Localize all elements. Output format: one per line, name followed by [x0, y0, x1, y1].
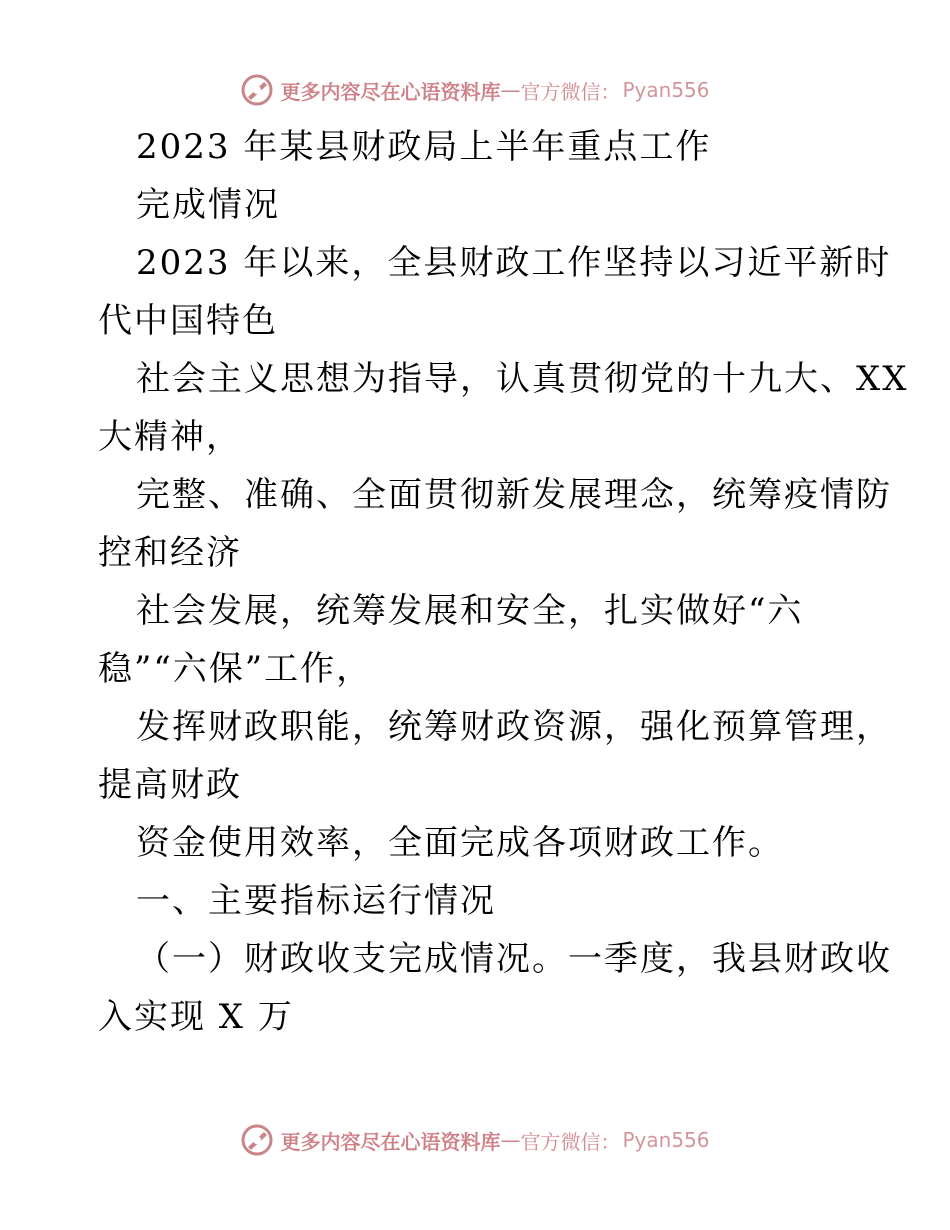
watermark-header	[0, 70, 950, 110]
doc-section-heading: 一、主要指标运行情况	[136, 881, 496, 921]
watermark-dash: —	[500, 1128, 521, 1152]
watermark-wechat: 官方微信：	[520, 79, 621, 104]
doc-paragraph-line: 完整、准确、全面贯彻新发展理念，统筹疫情防	[136, 475, 892, 515]
doc-paragraph-line: 代中国特色	[98, 301, 278, 341]
logo-icon	[240, 1123, 274, 1157]
logo-icon	[240, 73, 274, 107]
doc-paragraph-line: 控和经济	[98, 533, 242, 573]
watermark-text: 更多内容尽在心语资料库	[280, 79, 501, 104]
watermark-id: Pyan556	[622, 1128, 710, 1152]
watermark-text: 更多内容尽在心语资料库	[280, 1129, 501, 1154]
doc-title-line-2: 完成情况	[136, 185, 280, 225]
doc-paragraph-line: 2023 年以来，全县财政工作坚持以习近平新时	[136, 243, 892, 283]
doc-paragraph-line: （一）财政收支完成情况。一季度，我县财政收	[136, 939, 892, 979]
doc-paragraph-line: 入实现 X 万	[98, 997, 294, 1037]
doc-paragraph-line: 提高财政	[98, 765, 242, 805]
watermark-dash: —	[500, 78, 521, 102]
doc-title-line-1: 2023 年某县财政局上半年重点工作	[136, 127, 712, 167]
document-body	[98, 118, 909, 1046]
doc-paragraph-line: 发挥财政职能，统筹财政资源，强化预算管理，	[136, 707, 892, 747]
doc-paragraph-line: 大精神，	[98, 417, 242, 457]
doc-paragraph-line: 社会发展，统筹发展和安全，扎实做好“六	[136, 591, 804, 631]
doc-paragraph-line: 社会主义思想为指导，认真贯彻党的十九大、XX	[136, 359, 909, 399]
doc-paragraph-line: 资金使用效率，全面完成各项财政工作。	[136, 823, 784, 863]
watermark-footer	[0, 1120, 950, 1160]
watermark-id: Pyan556	[622, 78, 710, 102]
doc-paragraph-line: 稳”“六保”工作，	[98, 649, 373, 689]
watermark-wechat: 官方微信：	[520, 1129, 621, 1154]
